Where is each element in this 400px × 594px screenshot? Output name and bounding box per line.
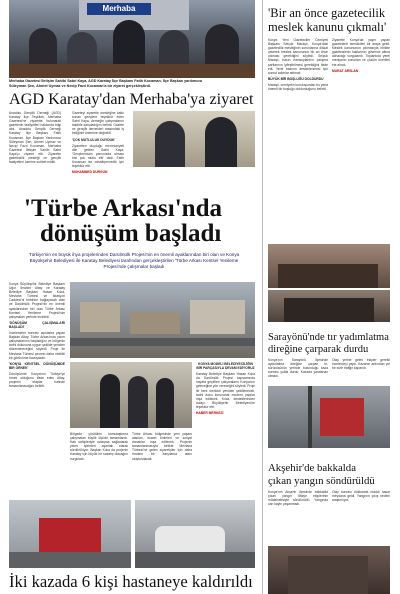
desk	[9, 64, 255, 78]
main-story-col1: Konya Büyükşehir Belediye Başkanı Uğur İbrahim Altay ve Karatay Belediye Başkanı Hasan Kılca, Mevlana Türbesi ve İstasyon Caddesi'ni birbirine bağlayacak olan ve Darülmülk Projesi'nin en önemli ayaklarından biri olan Türbe Arkası Kentsel Yenileme Projesi'nde çalışmaları yerinde inceledi. 'DÖNÜŞÜM ÇALIŞMALARI BAŞLADI' İncelemeler sonrası açıklama yapan Başkan Altay, Türbe Arkası'nda yıkım çalışmalarının başladığını ve bölgenin tarihi dokusuna uygun şekilde yeniden düzenleneceğini söyledi. Proje ile Mevlana Türbesi çevresi daha nitelikli bir görünüme kavuşacak. 'KONYA KENTSEL DÖNÜŞÜMDE BİR ÖRNEK' Dönüşümde Konya'nın Türkiye'ye örnek olduğunu ifade eden Altay, projenin etaplar halinde tamamlanacağını belirtti.	[9, 282, 65, 389]
main-story-byline: HABER MERKEZİ	[196, 411, 224, 416]
main-story-subhead1: 'DÖNÜŞÜM ÇALIŞMALARI BAŞLADI'	[9, 320, 65, 329]
top-photo	[9, 0, 255, 78]
white-car	[155, 526, 225, 552]
right-bottom-headline-line1: Akşehir'de bakkalda	[268, 462, 356, 474]
official-3	[156, 378, 174, 428]
pole	[308, 386, 312, 448]
aerial-photo	[70, 282, 255, 358]
right-mid-col1: Konya'nın Sarayönü ilçesinde aydınlatma direğine çarpan tır, sürücüsünün yerinde bulunduğu kaza sonrası yolda durdu. Kazada yaralanan olmadı.	[268, 358, 328, 379]
accident-photo-1	[9, 500, 131, 568]
right-top-headline-line1: 'Bir an önce gazetecilik	[268, 6, 386, 20]
truck-photo	[268, 386, 390, 448]
top-story-col1: Anadolu Gençlik Derneği (AGD) Karatay İlçe Teşkilatı, Merhaba Gazetesi'ne ziyarette bulunarak gazetenin faaliyetleri hakkında bilgi aldı. Anadolu Gençlik Derneği Karatay İlçe Başkanı Fatih Kocaman, İlçe Başkan Yardımcısı Süleyman Şen, Ahmet Uymaz ve Necip Fazıl Kocaman, Merhaba Gazetesi İletişim Sahibi Sabri Kaya'yı ziyaret etti. Ziyarette gazetecilik mesleği ve gençlik faaliyetleri üzerine sohbet edildi.	[9, 111, 61, 165]
right-top-col1: Konya Yeni Gazeteciler Cemiyeti Başkanı Selçuk Maraşlı, Konya'daki gazetecilik mesleğinin sorunlarına dikkat çekerek meslek kanununun bir an önce çıkması gerektiğini söyledi. Selçuk Maraşlı, basın mensuplarının çalışma şartlarının iyileştirilmesi gerektiğini ifade etti. Yerel basının desteklenmesi için somut adımlar atılmalı. BÜYÜK BİR BOŞLUĞU DOLDURDU Maraşlı, cemiyetin kuruluşundan bu yana önemli bir boşluğu doldurduğunu belirtti.	[268, 38, 328, 92]
person-left	[155, 121, 185, 167]
seated-people	[284, 298, 374, 322]
shop-front	[288, 556, 368, 594]
main-story-col2: Bölgede yürütülen kamulaştırma çalışmaları büyük ölçüde tamamlandı. Hak sahipleriyle uzlaşma sağlanarak yıkım işlemleri aşamalı olarak sürdürülüyor. Başkan Kılca da projenin Karatay için büyük bir kazanç olacağını vurguladı.	[70, 432, 128, 461]
main-deck: Türkiye'nin en büyük ihya projelerinden Darülmülk Projesi'nin en önemli ayaklarından biri olan ve Konya Büyükşehir Belediyesi ile Karatay Belediyesi tarafından gerçekleştirilen 'Türbe Arkası Kentsel Yenileme Projesi'nde çalışmalar başladı	[28, 252, 240, 270]
meeting-photo-2	[268, 290, 390, 322]
red-vehicle	[39, 518, 101, 552]
main-headline-line1: 'Türbe Arkası'nda	[24, 195, 222, 222]
top-story-subhead: 'ÇOK MUTLULUK DUYDUK'	[72, 137, 116, 142]
right-bottom-col1: Konya'nın Akşehir ilçesinde bakkalda çıkan yangın itfaiye ekiplerinin müdahalesiyle söndürüldü. Yangında can kaybı yaşanmadı.	[268, 490, 328, 507]
right-top-headline-line2: meslek kanunu çıkmalı'	[268, 20, 387, 34]
main-story-inset-title: KONYA MODELİ BELEDİYECİLİĞİN BİR PARÇASIYLA DEVAM EDİYORUZ	[196, 362, 255, 371]
right-top-byline: MURAT ARSLAN	[332, 68, 359, 73]
top-headline: AGD Karatay'dan Merhaba'ya ziyaret	[9, 90, 254, 108]
building-block-2	[130, 312, 180, 334]
road-surface-2	[135, 552, 255, 568]
official-2	[128, 376, 148, 428]
road	[70, 338, 255, 346]
meeting-photo-1	[268, 244, 390, 288]
official-1	[100, 374, 120, 428]
merhaba-logo: Merhaba	[87, 3, 151, 15]
building-block-1	[80, 302, 120, 332]
top-story-photo	[133, 111, 255, 167]
top-story-col2: Gazeteyi ziyaretle mesleğine katkı sunan gençlere teşekkür eden Sabri Kaya, derneğin çalışmalarını takdirle karşıladığını belirtti. Gazete ve gençlik dernekleri arasındaki iş birliğinin önemine değinildi. 'ÇOK MUTLULUK DUYDUK' Ziyaretten duyduğu memnuniyeti dile getiren Sabri Kaya, 'Gençlerimizin yanımızda olması bizi çok mutlu etti' dedi. Fatih Kocaman ise misafirperverlik için teşekkür etti. MUHAMMED DURGUN	[72, 111, 124, 175]
bottom-headline: İki kazada 6 kişi hastaneye kaldırıldı	[9, 572, 253, 591]
main-story-col4: KONYA MODELİ BELEDİYECİLİĞİN BİR PARÇASIYLA DEVAM EDİYORUZ Karatay Belediye Başkanı Hasan Kılca da Darülmülk Projesi kapsamında hayata geçirilen çalışmaların Konya'nın geleceğine yön vereceğini söyledi. Proje ile kent merkezi yeniden şekillenecek, tarihi doku korunarak modern yapılar inşa edilecek. Kılca, desteklerinden dolayı Büyükşehir Belediyesi'ne teşekkür etti. HABER MERKEZİ	[196, 362, 255, 416]
accident-photo-2	[135, 500, 255, 568]
right-top-col2: Ziyarette Konya'da yayın yapan gazetelerin temsilcileri bir araya geldi. Meslek kanununun çıkmasıyla birlikte gazetecilerin haklarının güvence altına alınacağı vurgulandı. Toplantıda yerel medyanın sorunları ve çözüm önerileri ele alındı. MURAT ARSLAN	[332, 38, 390, 73]
right-mid-headline-line2: direğine çarparak durdu	[268, 344, 369, 355]
right-mid-col2: Olay yerine gelen ekipler gerekli incelemeyi yaptı. Kazanın ardından yol bir süre trafiğe kapandı.	[332, 358, 390, 371]
top-photo-caption: Merhaba Gazetesi İletişim Sahibi Sabri Kaya, AGD Karatay İlçe Başkanı Fatih Kocaman, İlçe Başkan yardımcısı Süleyman Şen, Ahmet Uymaz ve Necip Fazıl Kocaman'a bir ziyaret gerçekleştirdi.	[9, 79, 203, 88]
fire-photo	[268, 546, 390, 594]
main-story-subhead2: 'KONYA KENTSEL DÖNÜŞÜMDE BİR ÖRNEK'	[9, 361, 65, 370]
truck-cab	[320, 398, 364, 436]
right-mid-headline-line1: Sarayönü'nde tır yadımlatma	[268, 332, 389, 343]
right-bottom-col2: Olay sonrası dükkanda maddi hasar meydana geldi. Yangının çıkış nedeni araştırılıyor.	[332, 490, 390, 503]
top-story-byline: MUHAMMED DURGUN	[72, 170, 108, 175]
main-story-col3: Türbe Arkası bölgesinde yeni yaşam alanları, ticaret birimleri ve sosyal donatılar inşa edilecek. Projenin tamamlanmasıyla birlikte Mevlana Türbesi'ne gelen ziyaretçiler için daha modern bir karşılama alanı oluşturulacak.	[132, 432, 192, 461]
road-surface	[9, 552, 131, 568]
right-top-subhead: BÜYÜK BİR BOŞLUĞU DOLDURDU	[268, 76, 324, 81]
column-divider	[262, 0, 263, 594]
building-block-3	[190, 300, 245, 334]
right-bottom-headline-line2: çıkan yangın söndürüldü	[268, 475, 375, 487]
main-headline-line2: dönüşüm başladı	[40, 220, 222, 247]
table-group	[278, 264, 378, 288]
officials-photo	[70, 362, 192, 428]
person-right	[205, 117, 237, 167]
